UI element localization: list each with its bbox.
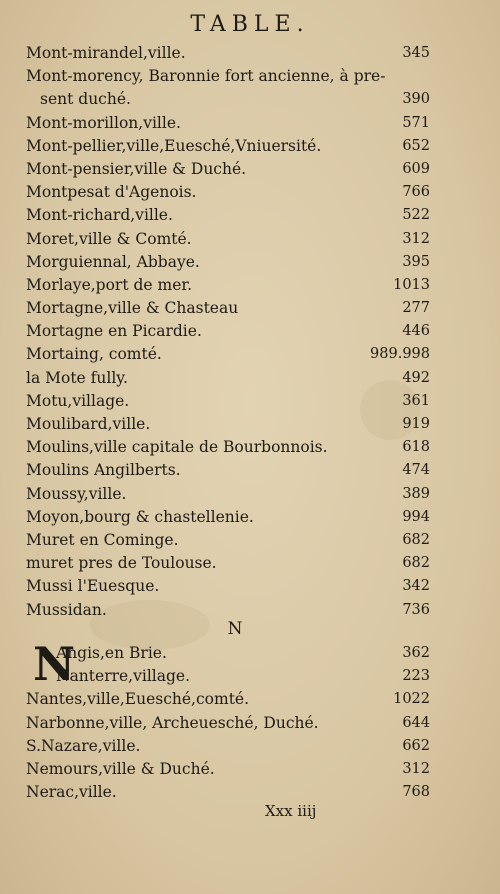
index-entry [0,112,500,135]
entry-page-number: 736 [402,601,430,618]
entry-page-number: 389 [402,485,430,502]
index-entry [0,712,500,735]
entry-name: Mont-pensier,ville & Duché. [26,159,247,178]
index-entry [0,367,500,390]
entry-page-number: 662 [402,737,430,754]
entry-page-number: 989.998 [370,346,430,363]
index-entry [0,688,500,711]
index-entry [0,135,500,158]
entry-page-number: 395 [402,253,430,270]
index-list-n [0,637,500,804]
entry-page-number: 223 [402,668,430,685]
entry-name: la Mote fully. [26,368,128,387]
index-entry [0,575,500,598]
page-title: TABLE. [190,12,310,37]
index-entry [0,274,500,297]
entry-page-number: 994 [402,508,430,525]
entry-page-number: 312 [402,230,430,247]
entry-name: Nanterre,village. [56,667,190,686]
entry-name: sent duché. [40,90,131,109]
index-entry [0,529,500,552]
entry-page-number: 446 [402,323,430,340]
index-entry [0,343,500,366]
index-entry [0,297,500,320]
entry-name: Moulibard,ville. [26,415,151,433]
entry-page-number: 766 [402,184,430,201]
entry-name: Nemours,ville & Duché. [26,759,215,778]
index-entry [0,758,500,781]
entry-name: Moyon,bourg & chastellenie. [26,507,254,526]
index-entry [0,552,500,575]
entry-name: Montpesat d'Agenois. [26,183,197,202]
index-entry [0,251,500,274]
entry-name: S.Nazare,ville. [26,736,141,755]
index-entry [0,735,500,758]
index-entry [0,390,500,413]
signature-mark: Xxx iiij [265,802,317,820]
entry-page-number: 492 [402,369,430,386]
entry-name: Mortagne en Picardie. [26,322,202,341]
index-entry [0,158,500,181]
index-entry [0,506,500,529]
entry-page-number: 682 [402,531,430,548]
index-entry [0,436,500,459]
index-entry [0,65,500,88]
entry-name: Mortagne,ville & Chasteau [26,299,239,318]
entry-name: Moussy,ville. [26,484,127,503]
index-entry [0,228,500,251]
index-entry [0,320,500,343]
entry-name: Angis,en Brie. [56,644,167,662]
entry-name: Mont-morillon,ville. [26,113,181,132]
entry-page-number: 277 [402,300,430,317]
entry-page-number: 361 [402,392,430,409]
entry-page-number: 652 [402,137,430,154]
entry-page-number: 571 [402,114,430,131]
section-letter-n: N [227,619,243,639]
entry-name: Moulins,ville capitale de Bourbonnois. [26,438,328,457]
entry-page-number: 682 [402,555,430,572]
index-entry [0,88,500,111]
entry-page-number: 644 [402,714,430,731]
entry-name: Mont-morency, Baronnie fort ancienne, à pre- [26,67,386,86]
entry-page-number: 390 [402,91,430,108]
entry-name: Morguiennal, Abbaye. [26,252,200,271]
entry-page-number: 1022 [393,691,430,708]
entry-name: Mont-mirandel,ville. [26,44,186,62]
entry-page-number: 474 [402,462,430,479]
entry-name: muret pres de Toulouse. [26,554,217,573]
entry-page-number: 522 [402,207,430,224]
entry-name: Muret en Cominge. [26,530,179,549]
entry-name: Moulins Angilberts. [26,461,181,480]
entry-name: Mussidan. [26,600,107,619]
entry-page-number: 609 [402,160,430,177]
index-entry [0,642,500,665]
entry-name: Moret,ville & Comté. [26,229,192,248]
entry-page-number: 1013 [393,276,430,293]
entry-page-number: 342 [402,578,430,595]
entry-name: Mortaing, comté. [26,345,162,364]
entry-name: Nantes,ville,Euesché,comté. [26,690,250,709]
entry-name: Mont-richard,ville. [26,206,173,225]
entry-page-number: 345 [402,45,430,61]
entry-name: Mussi l'Euesque. [26,577,160,596]
index-entry [0,483,500,506]
index-entry [0,181,500,204]
index-entry [0,204,500,227]
index-entry [0,781,500,804]
entry-name: Nerac,ville. [26,783,117,802]
entry-page-number: 618 [402,439,430,456]
entry-name: Mont-pellier,ville,Euesché,Vniuersité. [26,136,322,155]
entry-page-number: 768 [402,784,430,801]
entry-page-number: 312 [402,760,430,777]
index-entry [0,42,500,65]
entry-name: Narbonne,ville, Archeuesché, Duché. [26,713,319,732]
index-entry [0,459,500,482]
index-entry [0,413,500,436]
entry-page-number: 362 [402,645,430,661]
drop-cap-n: N [33,637,76,691]
entry-name: Morlaye,port de mer. [26,275,193,294]
index-entry [0,665,500,688]
index-list-m [0,42,500,622]
entry-page-number: 919 [402,416,430,432]
entry-name: Motu,village. [26,391,130,410]
